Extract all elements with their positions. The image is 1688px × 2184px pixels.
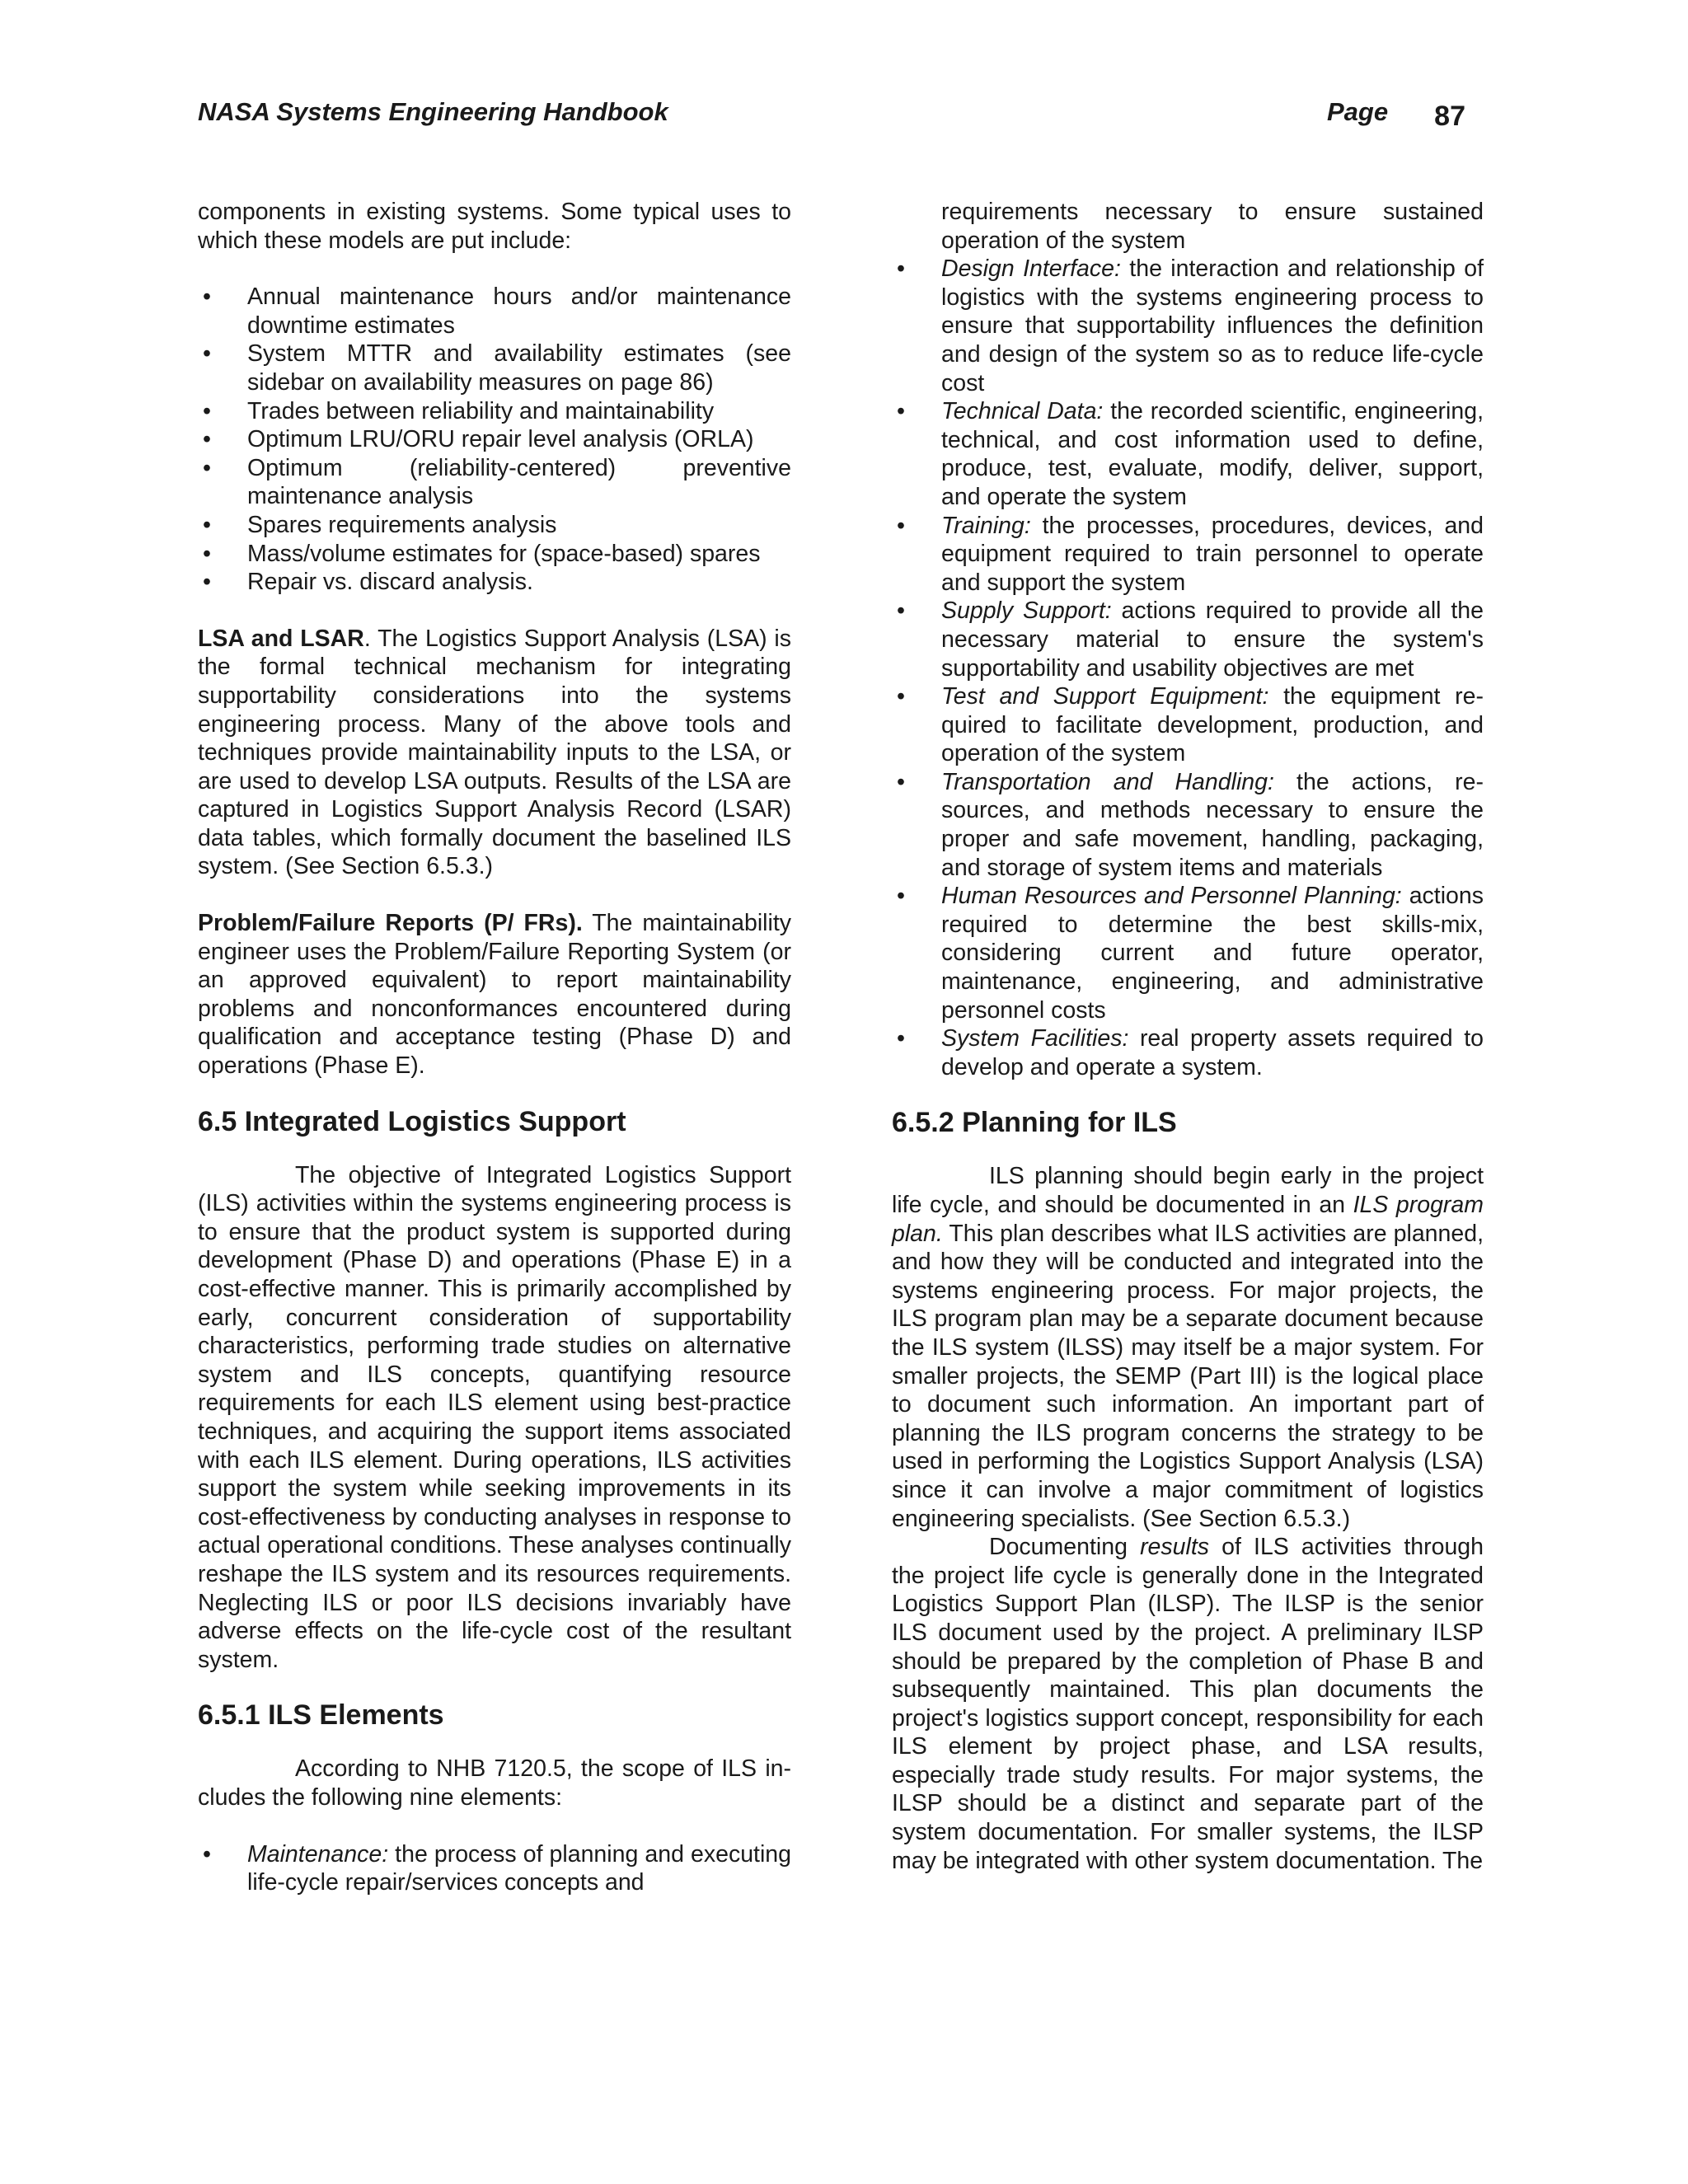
lsa-term: LSA and LSAR <box>198 625 364 652</box>
list-item: • Annual maintenance hours and/or maintenance downtime estimates <box>198 283 791 340</box>
bullet-icon: • <box>897 768 905 795</box>
list-item: • Transportation and Handling: the actions, re-sources, and methods necessary to ensure the proper and safe movement, handling, packaging, and storage of system items and materials <box>892 768 1484 882</box>
section-6-5-1-paragraph: According to NHB 7120.5, the scope of ILS in-cludes the following nine elements: <box>198 1755 791 1811</box>
bullet-icon: • <box>203 426 211 453</box>
list-item: • Training: the processes, procedures, devices, and equipment required to train personnel to operate and support the system <box>892 512 1484 598</box>
bullet-icon: • <box>203 1840 211 1868</box>
bullet-icon: • <box>203 284 211 311</box>
bullet-icon: • <box>203 569 211 596</box>
list-item: • Spares requirements analysis <box>198 511 791 540</box>
list-item: • Maintenance: the process of planning and executing life-cycle repair/services concepts and <box>198 1840 791 1897</box>
list-item: • Optimum (reliability-centered) preventive maintenance analysis <box>198 454 791 511</box>
bullet-icon: • <box>203 511 211 538</box>
bullet-icon: • <box>203 540 211 567</box>
ils-planning-paragraph: ILS planning should begin early in the project life cycle, and should be documented in an ILS program plan. This plan describes what ILS activities are planned, and how they will be conducted and integrated into the systems engineering process. For major projects, the ILS program plan may be a separate document because the ILS system (ILSS) may itself be a major system. For smaller projects, the SEMP (Part III) is the logical place to document such information. An important part of planning the ILS program concerns the strategy to be used in performing the Logistics Support Analysis (LSA) since it can involve a major commitment of logistics engineering specialists. (See Section 6.5.3.) <box>892 1163 1484 1532</box>
list-item: • Design Interface: the interaction and relationship of logistics with the systems engineering process to ensure that supportability influences the definition and design of the system so as to reduce life-cycle cost <box>892 255 1484 397</box>
bullet-icon: • <box>897 598 905 625</box>
bullet-icon: • <box>203 397 211 424</box>
list-item: • System Facilities: real property assets required to develop and operate a system. <box>892 1024 1484 1081</box>
bullet-icon: • <box>897 512 905 539</box>
pfr-term: Problem/Failure Reports (P/ FRs). <box>198 910 583 937</box>
list-item: • Technical Data: the recorded scientific, engineering, technical, and cost information used to define, produce, test, evaluate, modify, deliver, support, and operate the system <box>892 397 1484 511</box>
list-item: • Repair vs. discard analysis. <box>198 568 791 597</box>
intro-paragraph: components in existing systems. Some typical uses to which these models are put include: <box>198 199 791 254</box>
pfr-paragraph: Problem/Failure Reports (P/ FRs). The maintainability engineer uses the Problem/Failure Reporting System (or an approved equivalent) to report maintainability problems and nonconformances encountered during qualification and acceptance testing (Phase D) and operations (Phase E). <box>198 910 791 1080</box>
bullet-icon: • <box>203 454 211 481</box>
left-column <box>198 198 791 1897</box>
section-6-5-2-heading: 6.5.2 Planning for ILS <box>892 1107 1177 1139</box>
list-item-continued: requirements necessary to ensure sustained operation of the system <box>941 199 1484 254</box>
section-6-5-heading: 6.5 Integrated Logistics Support <box>198 1105 626 1137</box>
bullet-icon: • <box>897 398 905 425</box>
list-item: • Mass/volume estimates for (space-based) spares <box>198 540 791 569</box>
section-6-5-1-heading: 6.5.1 ILS Elements <box>198 1699 444 1732</box>
ils-elements-list-start <box>198 1840 791 1897</box>
ilsp-paragraph: Documenting results of ILS activities through the project life cycle is generally done in the Integrated Logistics Support Plan (ILSP). The ILSP is the senior ILS document used by the project. A preliminary ILSP should be prepared by the completion of Phase B and subsequently maintained. This plan documents the project's logistics support concept, responsibility for each ILS element by project phase, and LSA results, especially trade study results. For major systems, the ILSP should be a distinct and separate part of the system documentation. For smaller systems, the ILSP may be integrated with other system documentation. The <box>892 1534 1484 1874</box>
list-item: • Human Resources and Personnel Planning: actions required to determine the best skills-mix, considering current and future operator, maintenance, engineering, and administrative personnel costs <box>892 882 1484 1024</box>
right-column <box>892 198 1484 1875</box>
bullet-icon: • <box>897 883 905 910</box>
page-header <box>198 97 1465 134</box>
list-item: • System MTTR and availability estimates (see sidebar on availability measures on page 86) <box>198 340 791 396</box>
list-item: • Trades between reliability and maintainability <box>198 397 791 426</box>
model-uses-list <box>198 283 791 597</box>
ils-elements-list <box>892 198 1484 1081</box>
handbook-title: NASA Systems Engineering Handbook <box>198 97 668 126</box>
section-6-5-paragraph: The objective of Integrated Logistics Support (ILS) activities within the systems engineering process is to ensure that the product system is supported during development (Phase D) and operations (Phase E) in a cost-effective manner. This is primarily accomplished by early, concurrent consideration of supportability characteristics, performing trade studies on alternative system and ILS concepts, quantifying resource requirements for each ILS element using best-practice techniques, and acquiring the support items associated with each ILS element. During operations, ILS activities support the system while seeking improvements in its cost-effectiveness by conducting analyses in response to actual operational conditions. These analyses continually reshape the ILS system and its resources requirements. Neglecting ILS or poor ILS decisions invariably have adverse effects on the life-cycle cost of the resultant system. <box>198 1161 791 1673</box>
lsa-paragraph: LSA and LSAR. The Logistics Support Analysis (LSA) is the formal technical mechanism for integrating supportability considerations into the systems engineering process. Many of the above tools and techniques provide maintainability inputs to the LSA, or are used to develop LSA outputs. Results of the LSA are captured in Logistics Support Analysis Record (LSAR) data tables, which formally document the baselined ILS system. (See Section 6.5.3.) <box>198 625 791 880</box>
page-number: 87 <box>1434 101 1465 132</box>
bullet-icon: • <box>897 1025 905 1052</box>
bullet-icon: • <box>203 340 211 368</box>
bullet-icon: • <box>897 683 905 710</box>
page-label: Page <box>1327 97 1389 126</box>
list-item: • Optimum LRU/ORU repair level analysis (ORLA) <box>198 425 791 454</box>
list-item: • Supply Support: actions required to provide all the necessary material to ensure the system's supportability and usability objectives are met <box>892 597 1484 682</box>
bullet-icon: • <box>897 255 905 283</box>
list-item: • Test and Support Equipment: the equipment re-quired to facilitate development, production, and operation of the system <box>892 682 1484 768</box>
